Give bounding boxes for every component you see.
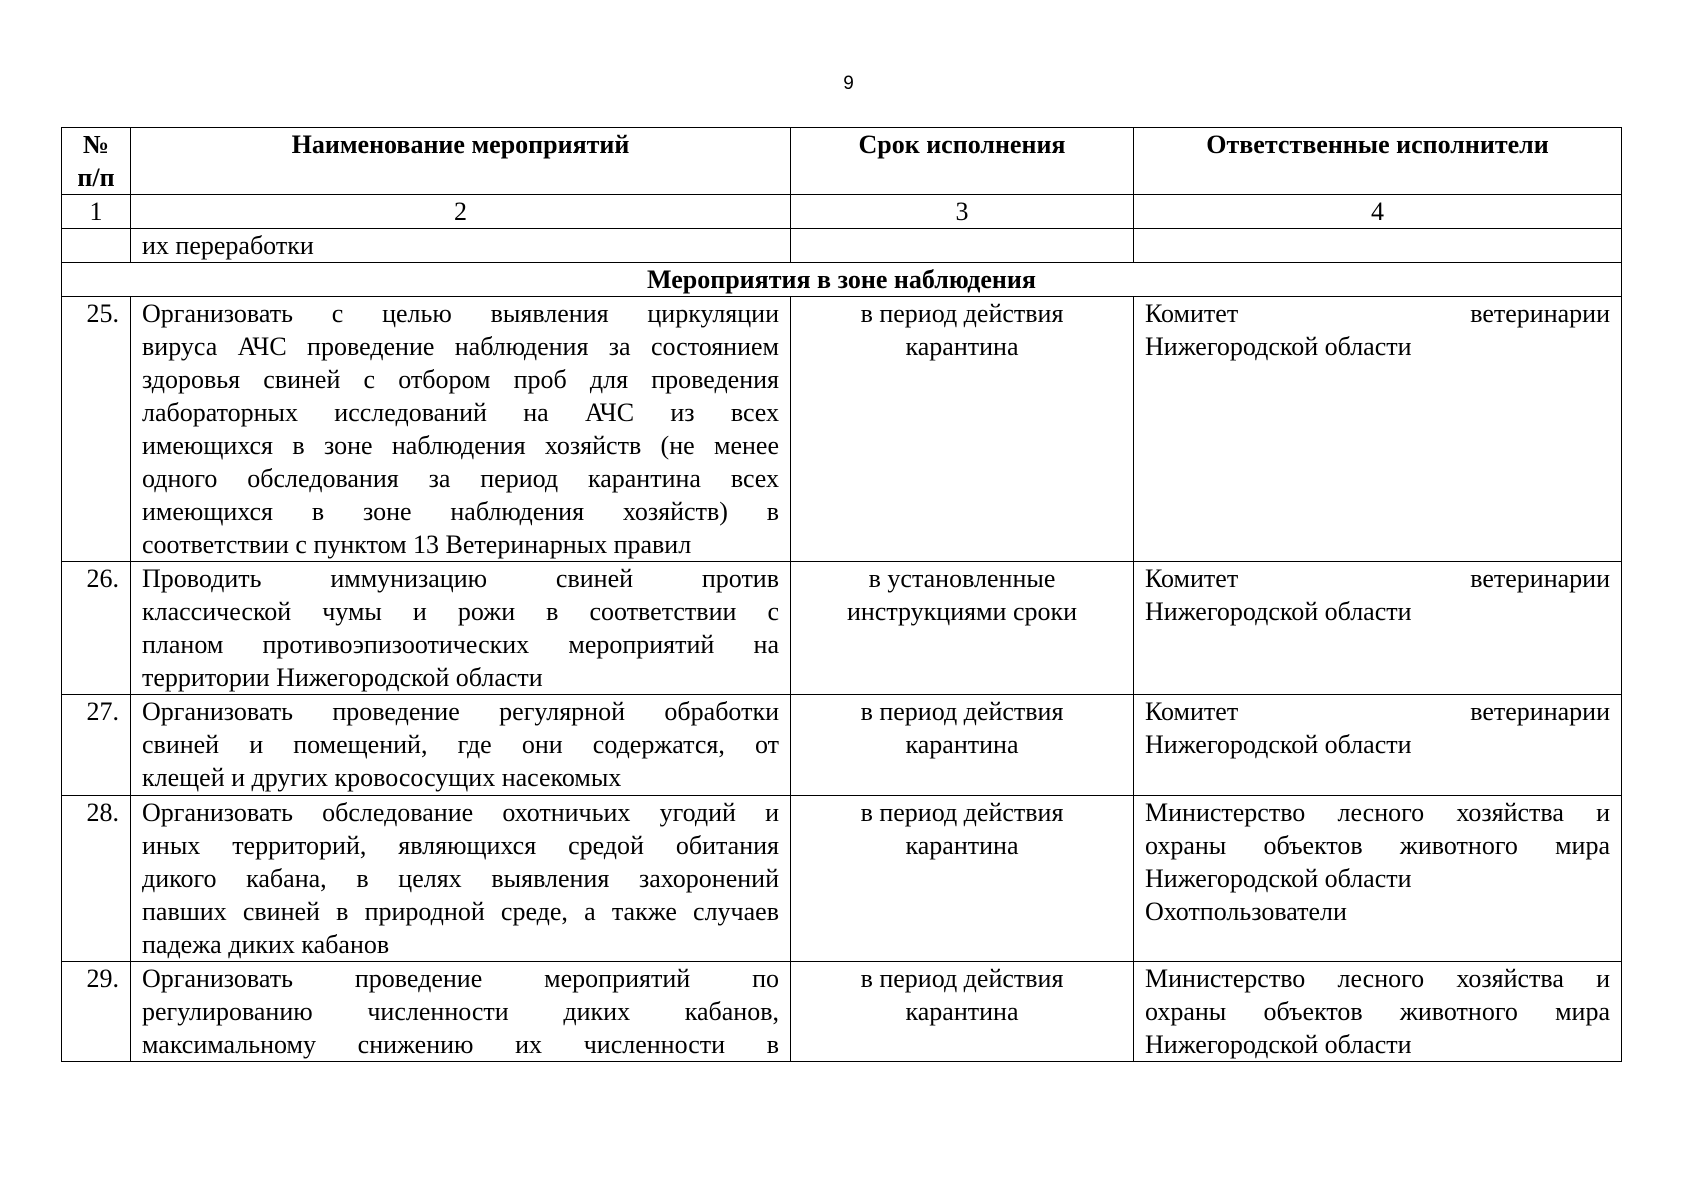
row-responsible	[1134, 962, 1622, 1062]
responsible-line: Охотпользователи	[1145, 897, 1347, 926]
continuation-term	[791, 229, 1134, 263]
measure-line: планом противоэпизоотических мероприятий на	[142, 630, 779, 659]
responsible-line: Нижегородской области	[1145, 597, 1412, 626]
row-term	[791, 695, 1134, 796]
column-index-row	[62, 195, 1622, 229]
measure-line: здоровья свиней с отбором проб для проведения	[142, 365, 779, 394]
row-measure	[131, 297, 791, 562]
row-responsible	[1134, 297, 1622, 562]
responsible-line: Нижегородской области	[1145, 730, 1412, 759]
table-row	[62, 962, 1622, 1062]
row-number: 26.	[62, 562, 131, 695]
responsible-line: Нижегородской области	[1145, 332, 1412, 361]
measure-line: соответствии с пунктом 13 Ветеринарных правил	[142, 530, 692, 559]
header-measures: Наименование мероприятий	[131, 128, 791, 195]
row-measure	[131, 695, 791, 796]
row-measure	[131, 796, 791, 962]
measure-line: дикого кабана, в целях выявления захоронений	[142, 864, 779, 893]
row-number: 25.	[62, 297, 131, 562]
term-line: карантина	[905, 997, 1019, 1026]
measure-line: максимальному снижению их численности в	[142, 1030, 779, 1059]
table-row	[62, 796, 1622, 962]
measure-line: имеющихся в зоне наблюдения хозяйств) в	[142, 497, 779, 526]
responsible-line: Комитет ветеринарии	[1145, 564, 1610, 593]
measure-line: клещей и других кровососущих насекомых	[142, 763, 622, 792]
row-responsible	[1134, 562, 1622, 695]
measure-line: Организовать проведение мероприятий по	[142, 964, 779, 993]
measure-line: свиней и помещений, где они содержатся, от	[142, 730, 779, 759]
continuation-name: их переработки	[131, 229, 791, 263]
row-term	[791, 962, 1134, 1062]
row-measure	[131, 962, 791, 1062]
measure-line: иных территорий, являющихся средой обитания	[142, 831, 779, 860]
row-number: 28.	[62, 796, 131, 962]
responsible-line: Нижегородской области	[1145, 864, 1412, 893]
measure-line: Организовать проведение регулярной обработки	[142, 697, 779, 726]
term-line: карантина	[905, 332, 1019, 361]
measure-line: падежа диких кабанов	[142, 930, 390, 959]
row-number: 27.	[62, 695, 131, 796]
header-number-abbr: п/п	[77, 163, 115, 192]
measure-line: классической чумы и рожи в соответствии с	[142, 597, 779, 626]
column-index-3: 3	[791, 195, 1134, 229]
column-index-2: 2	[131, 195, 791, 229]
term-line: в установленные	[868, 564, 1056, 593]
header-number-sign: №	[82, 130, 110, 159]
row-term	[791, 297, 1134, 562]
table-row	[62, 297, 1622, 562]
continuation-responsible	[1134, 229, 1622, 263]
measure-line: имеющихся в зоне наблюдения хозяйств (не менее	[142, 431, 779, 460]
responsible-line: охраны объектов животного мира	[1145, 831, 1610, 860]
continuation-num	[62, 229, 131, 263]
term-line: карантина	[905, 831, 1019, 860]
table-header-row	[62, 128, 1622, 195]
measure-line: Организовать обследование охотничьих угодий и	[142, 798, 779, 827]
header-responsible: Ответственные исполнители	[1134, 128, 1622, 195]
row-responsible	[1134, 695, 1622, 796]
section-title: Мероприятия в зоне наблюдения	[62, 263, 1622, 297]
row-measure	[131, 562, 791, 695]
responsible-line: Комитет ветеринарии	[1145, 299, 1610, 328]
measure-line: лабораторных исследований на АЧС из всех	[142, 398, 779, 427]
section-row	[62, 263, 1622, 297]
row-term	[791, 562, 1134, 695]
table-row	[62, 695, 1622, 796]
row-term	[791, 796, 1134, 962]
term-line: в период действия	[860, 798, 1064, 827]
term-line: инструкциями сроки	[846, 597, 1078, 626]
measure-line: Организовать с целью выявления циркуляции	[142, 299, 779, 328]
row-number: 29.	[62, 962, 131, 1062]
continuation-row	[62, 229, 1622, 263]
responsible-line: охраны объектов животного мира	[1145, 997, 1610, 1026]
measure-line: вируса АЧС проведение наблюдения за состоянием	[142, 332, 779, 361]
header-number	[62, 128, 131, 195]
measures-table	[61, 127, 1622, 1062]
measure-line: регулированию численности диких кабанов,	[142, 997, 779, 1026]
column-index-4: 4	[1134, 195, 1622, 229]
measure-line: павших свиней в природной среде, а также случаев	[142, 897, 779, 926]
term-line: в период действия	[860, 697, 1064, 726]
term-line: в период действия	[860, 964, 1064, 993]
measure-line: Проводить иммунизацию свиней против	[142, 564, 779, 593]
responsible-line: Министерство лесного хозяйства и	[1145, 798, 1610, 827]
measure-line: территории Нижегородской области	[142, 663, 543, 692]
measure-line: одного обследования за период карантина всех	[142, 464, 779, 493]
row-responsible	[1134, 796, 1622, 962]
table-row	[62, 562, 1622, 695]
column-index-1: 1	[62, 195, 131, 229]
page-number: 9	[843, 73, 854, 94]
responsible-line: Комитет ветеринарии	[1145, 697, 1610, 726]
header-term: Срок исполнения	[791, 128, 1134, 195]
responsible-line: Нижегородской области	[1145, 1030, 1412, 1059]
term-line: в период действия	[860, 299, 1064, 328]
responsible-line: Министерство лесного хозяйства и	[1145, 964, 1610, 993]
term-line: карантина	[905, 730, 1019, 759]
